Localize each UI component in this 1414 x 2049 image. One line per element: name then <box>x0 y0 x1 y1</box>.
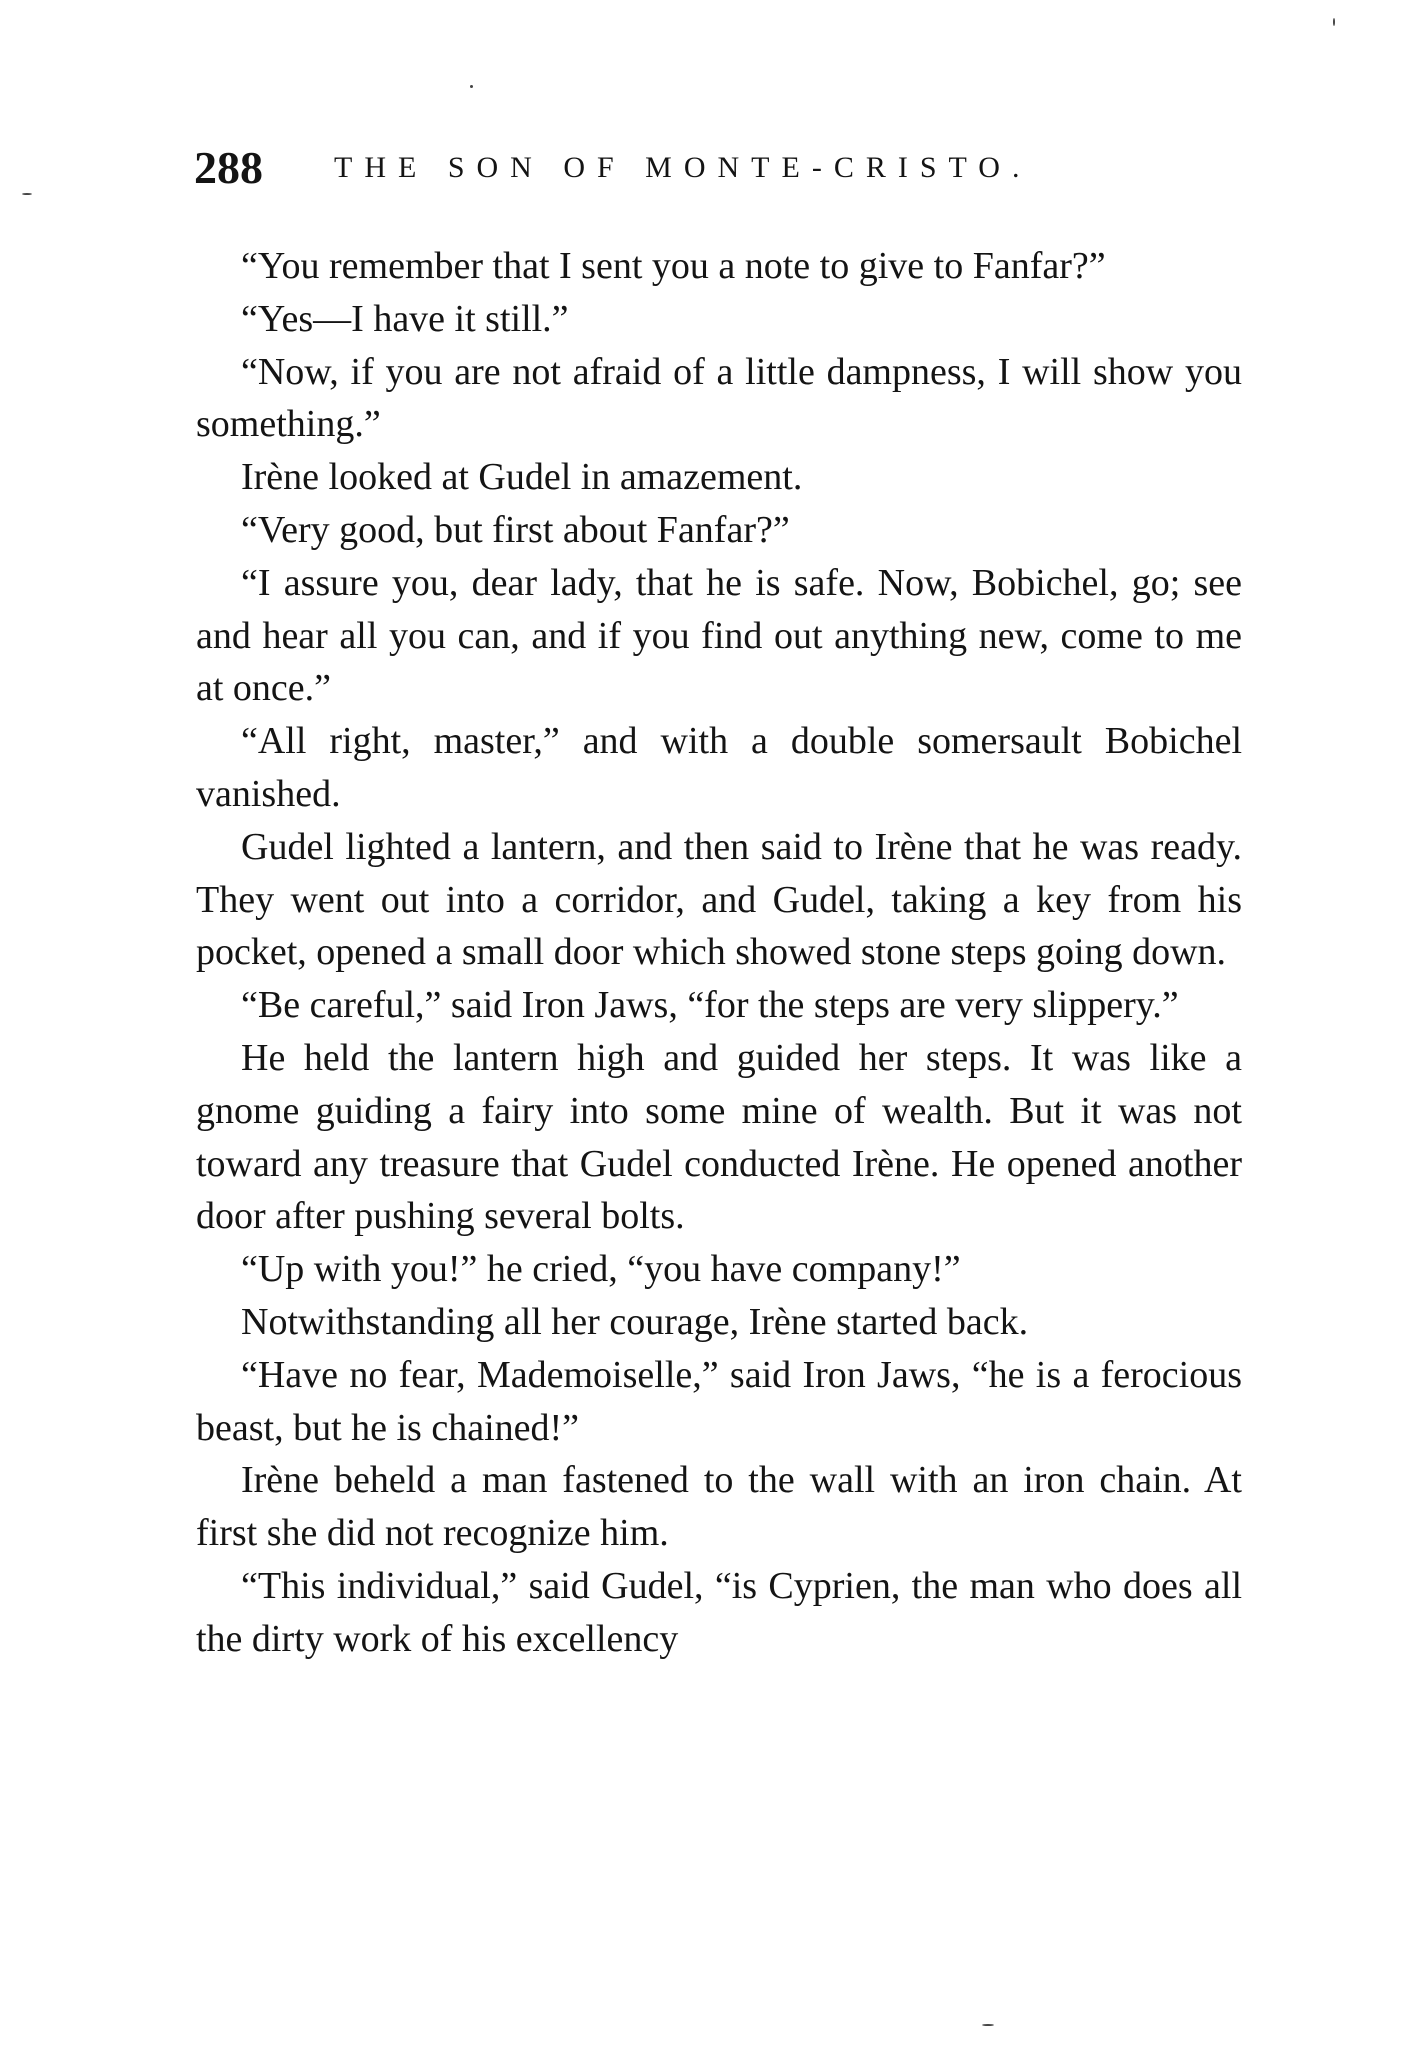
paragraph: “I assure you, dear lady, that he is safe. Now, Bobichel, go; see and hear all you can, and if you find out anything new, come to me at once.” <box>196 561 1242 710</box>
running-title: THE SON OF MONTE-CRISTO. <box>334 151 1032 184</box>
page-header <box>194 138 1244 198</box>
paragraph: “All right, master,” and with a double somersault Bobichel vanished. <box>196 720 1242 815</box>
paragraph: Irène beheld a man fastened to the wall with an iron chain. At first she did not recognize him. <box>196 1459 1242 1555</box>
ink-speck <box>982 2024 994 2026</box>
paragraph: “Yes—I have it still.” <box>241 297 569 340</box>
ink-speck <box>470 85 473 88</box>
paragraph: “You remember that I sent you a note to give to Fanfar?” <box>241 245 1106 287</box>
paragraph: “Up with you!” he cried, “you have company!” <box>241 1248 961 1291</box>
paragraph: “This individual,” said Gudel, “is Cyprien, the man who does all the dirty work of his excellency <box>196 1564 1242 1660</box>
paragraph: He held the lantern high and guided her steps. It was like a gnome guiding a fairy into some mine of wealth. But it was not toward any treasure that Gudel conducted Irène. He opened another door after pushing several bolts. <box>196 1036 1242 1238</box>
ink-speck <box>22 193 32 195</box>
paragraph: “Be careful,” said Iron Jaws, “for the steps are very slippery.” <box>241 984 1179 1027</box>
paragraph: Gudel lighted a lantern, and then said to Irène that he was ready. They went out into a corridor, and Gudel, taking a key from his pocket, opened a small door which showed stone steps going down. <box>196 825 1242 974</box>
paragraph: “Very good, but first about Fanfar?” <box>241 508 790 551</box>
paragraph: “Have no fear, Mademoiselle,” said Iron Jaws, “he is a ferocious beast, but he is chained!” <box>196 1353 1242 1449</box>
body-text <box>196 240 1242 1666</box>
page-number: 288 <box>194 142 263 193</box>
ink-speck <box>1333 18 1335 26</box>
paragraph: “Now, if you are not afraid of a little dampness, I will show you something.” <box>196 350 1242 446</box>
paragraph: Notwithstanding all her courage, Irène started back. <box>241 1300 1029 1343</box>
paragraph: Irène looked at Gudel in amazement. <box>241 456 803 499</box>
